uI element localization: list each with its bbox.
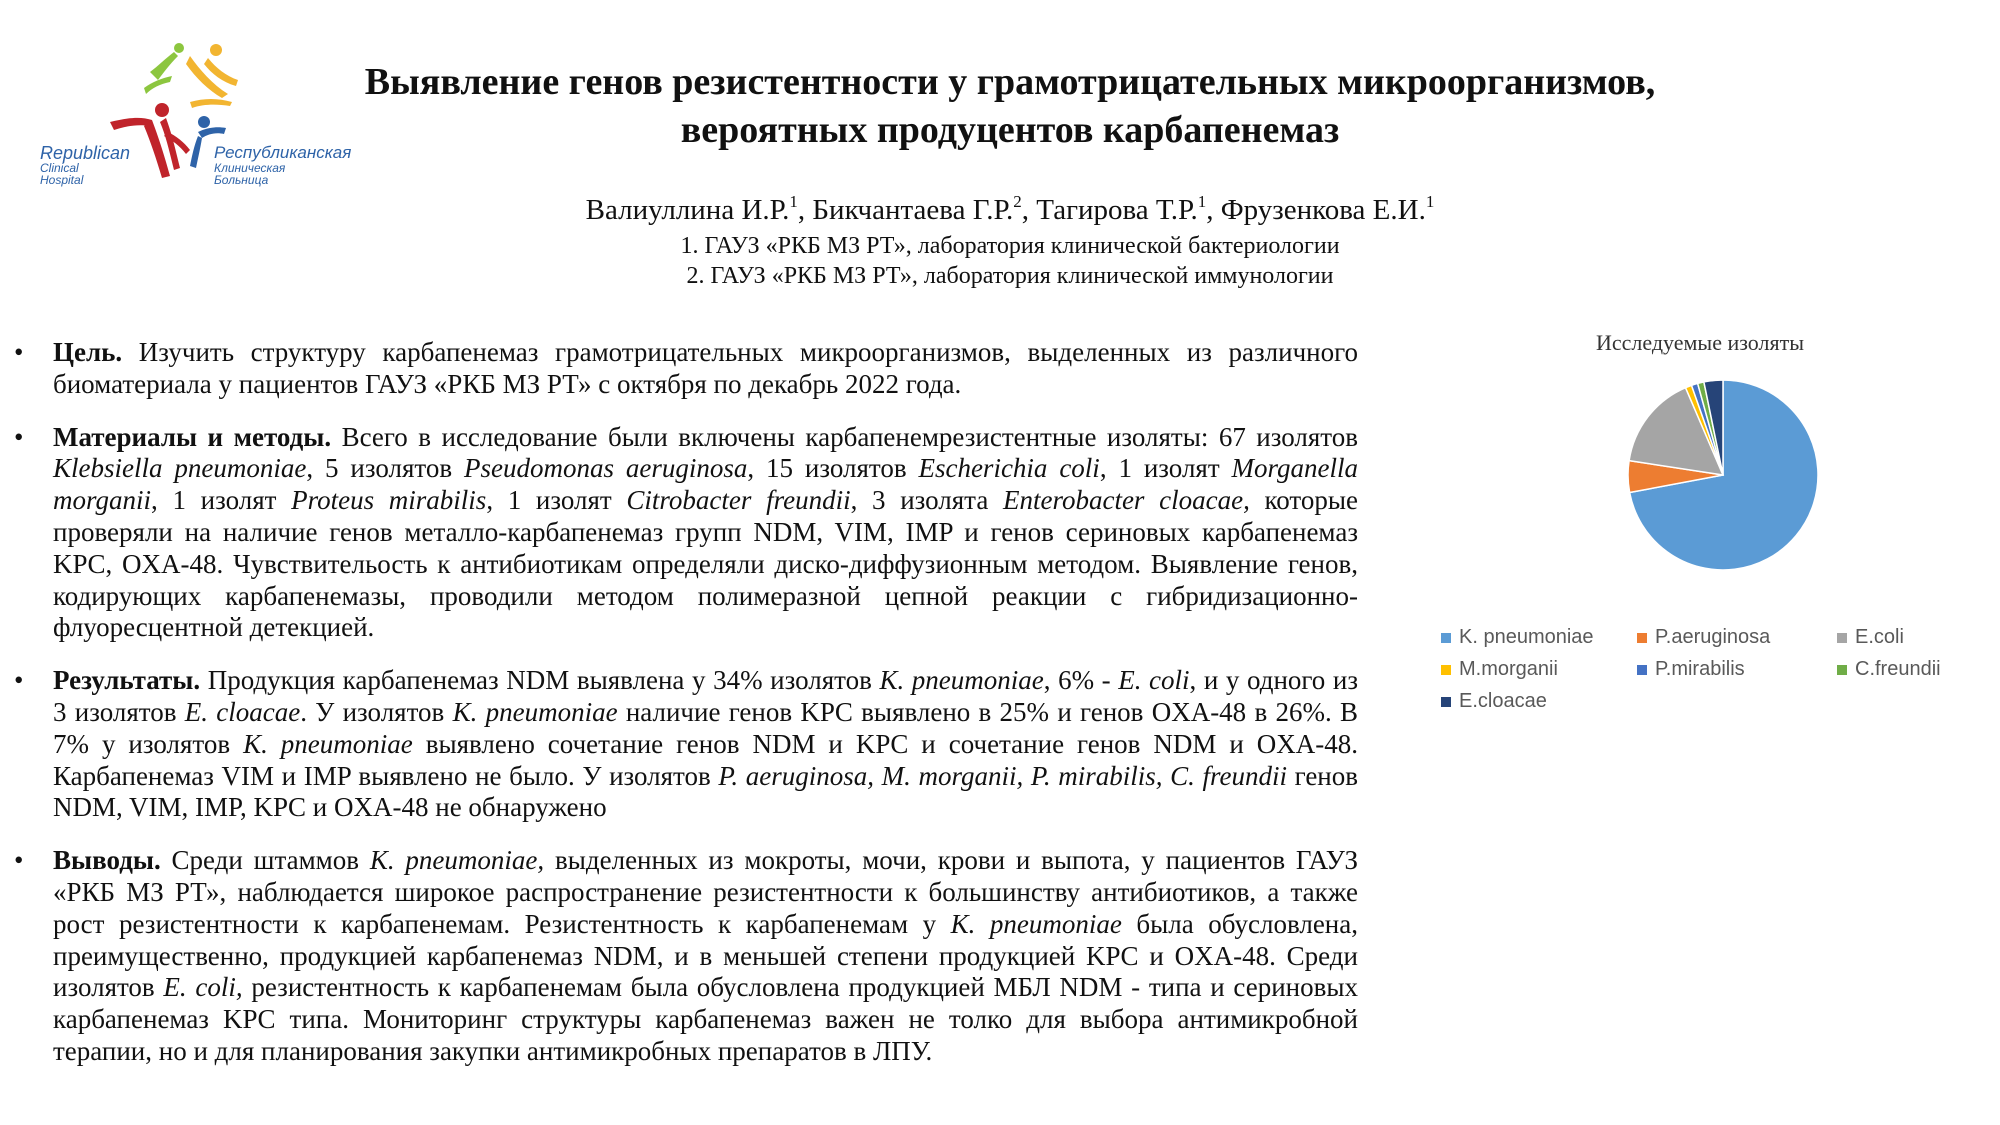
bullet-marker: • bbox=[14, 665, 24, 696]
section-text: наличие генов KPC выявлено в 25% и генов OXA-48 в 26%. В 7% у изолятов bbox=[53, 696, 1358, 759]
species-name: E. cloacae bbox=[184, 696, 301, 727]
section-text: , 1 изолят bbox=[486, 485, 627, 516]
species-name: K. pneumoniae, bbox=[369, 845, 545, 876]
section-text: Среди штаммов bbox=[160, 845, 370, 876]
author-affiliation-index: 1 bbox=[1197, 192, 1207, 211]
section-text: . У изолятов bbox=[300, 696, 453, 727]
author-1 bbox=[586, 194, 813, 226]
species-name: Escherichia coli bbox=[918, 453, 1100, 484]
bullet-marker: • bbox=[14, 337, 24, 367]
legend-item bbox=[1837, 658, 1941, 681]
legend-label: C.freundii bbox=[1855, 658, 1941, 680]
logo-text-ru-2: Клиническая bbox=[214, 161, 286, 175]
section-heading: Выводы. bbox=[53, 845, 161, 876]
legend-label: P.mirabilis bbox=[1655, 658, 1745, 680]
section-text: , и у одного из 3 изолятов bbox=[53, 665, 1359, 727]
section-text: , 3 изолята bbox=[850, 485, 1003, 516]
logo-text-ru-3: Больница bbox=[214, 173, 269, 187]
legend-item bbox=[1441, 626, 1594, 649]
chart-title: Исследуемые изоляты bbox=[1595, 330, 1805, 355]
title-line-2: вероятных продуцентов карбапенемаз bbox=[680, 109, 1340, 151]
species-name: Klebsiella pneumoniae bbox=[53, 453, 307, 484]
section-results bbox=[14, 665, 1358, 824]
author-separator: , bbox=[1021, 194, 1037, 226]
section-text: Продукция карбапенемаз NDM выявлена у 34% изолятов bbox=[200, 665, 880, 696]
author-separator: , bbox=[797, 194, 813, 226]
legend-label: E.cloacae bbox=[1459, 690, 1547, 712]
legend-label: P.aeruginosa bbox=[1655, 626, 1771, 648]
author-2 bbox=[812, 194, 1036, 226]
affiliation-2: 2. ГАУЗ «РКБ МЗ РТ», лаборатория клинической иммунологии bbox=[686, 263, 1334, 289]
section-text: , 6% - bbox=[1043, 665, 1119, 696]
section-heading: Материалы и методы. bbox=[53, 421, 332, 452]
legend-swatch bbox=[1637, 633, 1647, 643]
legend-item bbox=[1441, 690, 1547, 713]
author-4 bbox=[1221, 194, 1435, 226]
authors-line bbox=[250, 193, 1770, 227]
section-heading: Результаты. bbox=[53, 665, 201, 696]
author-affiliation-index: 1 bbox=[1425, 192, 1435, 211]
author-name: Фрузенкова Е.И. bbox=[1220, 194, 1426, 226]
species-name: K. pneumoniae bbox=[950, 908, 1122, 939]
section-text: выделенных из мокроты, мочи, крови и выпота, у пациентов ГАУЗ «РКБ МЗ РТ», наблюдается широкое распространение резистентности к большинству антибиотиков, а также рост резистентности к карбапенемам. Резистентность к карбапенемам у bbox=[53, 845, 1358, 939]
author-affiliation-index: 2 bbox=[1013, 192, 1022, 211]
species-name: Citrobacter freundii bbox=[626, 485, 851, 516]
section-conclusions bbox=[14, 845, 1358, 1068]
section-text: Всего в исследование были включены карбапенемрезистентные изоляты: 67 изолятов bbox=[331, 421, 1358, 452]
logo-text-en-1: Republican bbox=[40, 143, 131, 163]
poster-title bbox=[250, 58, 1770, 154]
section-text: Изучить структуру карбапенемаз грамотрицательных микроорганизмов, выделенных из различного биоматериала у пациентов ГАУЗ «РКБ МЗ РТ» с октября по декабрь 2022 года. bbox=[53, 337, 1358, 399]
legend-label: M.morganii bbox=[1459, 658, 1558, 680]
species-name: E. coli, bbox=[163, 972, 243, 1003]
species-name: K. pneumoniae bbox=[243, 728, 413, 759]
species-name: P. aeruginosa, M. morganii, P. mirabilis, C. freundii bbox=[718, 760, 1287, 791]
bullet-marker: • bbox=[14, 845, 24, 876]
section-goal bbox=[14, 337, 1358, 401]
legend-label: K. pneumoniae bbox=[1459, 626, 1594, 648]
section-text: которые проверяли на наличие генов металло-карбапенемаз групп NDM, VIM, IMP и генов сериновых карбапенемаз KPC, OXA-48. Чувствительость к антибиотикам определяли диско-диффузионным методом. Выявление генов, кодирующих карбапенемазы, проводили методом полимеразной цепной реакции с гибридизационно-флуоресцентной детекцией. bbox=[53, 485, 1358, 643]
section-text: , 15 изолятов bbox=[747, 453, 919, 484]
author-name: Бикчантаева Г.Р. bbox=[812, 194, 1014, 226]
author-3 bbox=[1036, 194, 1221, 226]
species-name: Pseudomonas aeruginosa bbox=[463, 453, 748, 484]
author-affiliation-index: 1 bbox=[789, 192, 798, 211]
bullet-marker: • bbox=[14, 421, 24, 452]
section-text: , 1 изолят bbox=[151, 485, 292, 516]
section-text: генов NDM, VIM, IMP, KPC и OXA-48 не обнаружено bbox=[53, 760, 1359, 823]
legend-item bbox=[1837, 626, 1904, 649]
section-heading: Цель. bbox=[53, 337, 123, 367]
legend-swatch bbox=[1637, 665, 1647, 675]
section-text: резистентность к карбапенемам была обусловлена продукцией МБЛ NDM - типа и сериновых карбапенемаз KPC типа. Мониторинг структуры карбапенемаз важен не толко для выбора антимикробной терапии, но и для планирования закупки антимикробных препаратов в ЛПУ. bbox=[53, 972, 1359, 1066]
author-separator: , bbox=[1206, 194, 1221, 226]
legend-swatch bbox=[1441, 665, 1451, 675]
legend-item bbox=[1637, 626, 1770, 649]
species-name: K. pneumoniae bbox=[452, 696, 618, 727]
section-text: , 5 изолятов bbox=[306, 453, 464, 484]
author-name: Тагирова Т.Р. bbox=[1036, 194, 1198, 226]
legend-swatch bbox=[1837, 665, 1847, 675]
species-name: Morganella morganii bbox=[53, 453, 1359, 516]
species-name: E. coli bbox=[1118, 665, 1190, 696]
section-methods bbox=[14, 422, 1358, 645]
legend-label: E.coli bbox=[1855, 626, 1904, 648]
legend-item bbox=[1637, 658, 1745, 681]
species-name: Enterobacter cloacae, bbox=[1002, 485, 1250, 516]
chart-legend bbox=[1441, 626, 1981, 736]
section-text: была обусловлена, преимущественно, продукцией карбапенемаз NDM, и в меньшей степени продукцией KPC и OXA-48. Среди изолятов bbox=[53, 908, 1358, 1003]
author-name: Валиуллина И.Р. bbox=[585, 194, 790, 226]
legend-swatch bbox=[1441, 633, 1451, 643]
legend-swatch bbox=[1837, 633, 1847, 643]
legend-swatch bbox=[1441, 697, 1451, 707]
legend-item bbox=[1441, 658, 1558, 681]
logo-text-en-2: Clinical bbox=[40, 161, 79, 175]
section-text: выявлено сочетание генов NDM и KPC и сочетание генов NDM и OXA-48. Карбапенемаз VIM и IMP выявлено не было. У изолятов bbox=[53, 728, 1358, 791]
section-text: , 1 изолят bbox=[1099, 453, 1232, 484]
affiliation-1: 1. ГАУЗ «РКБ МЗ РТ», лаборатория клинической бактериологии bbox=[680, 233, 1340, 259]
poster-body bbox=[14, 337, 1358, 1089]
logo-text-en-3: Hospital bbox=[40, 173, 84, 187]
species-name: K. pneumoniae bbox=[879, 665, 1044, 696]
species-name: Proteus mirabilis bbox=[291, 485, 487, 516]
logo-text-ru-1: Республиканская bbox=[214, 143, 352, 162]
title-line-1: Выявление генов резистентности у грамотрицательных микроорганизмов, bbox=[364, 61, 1656, 103]
